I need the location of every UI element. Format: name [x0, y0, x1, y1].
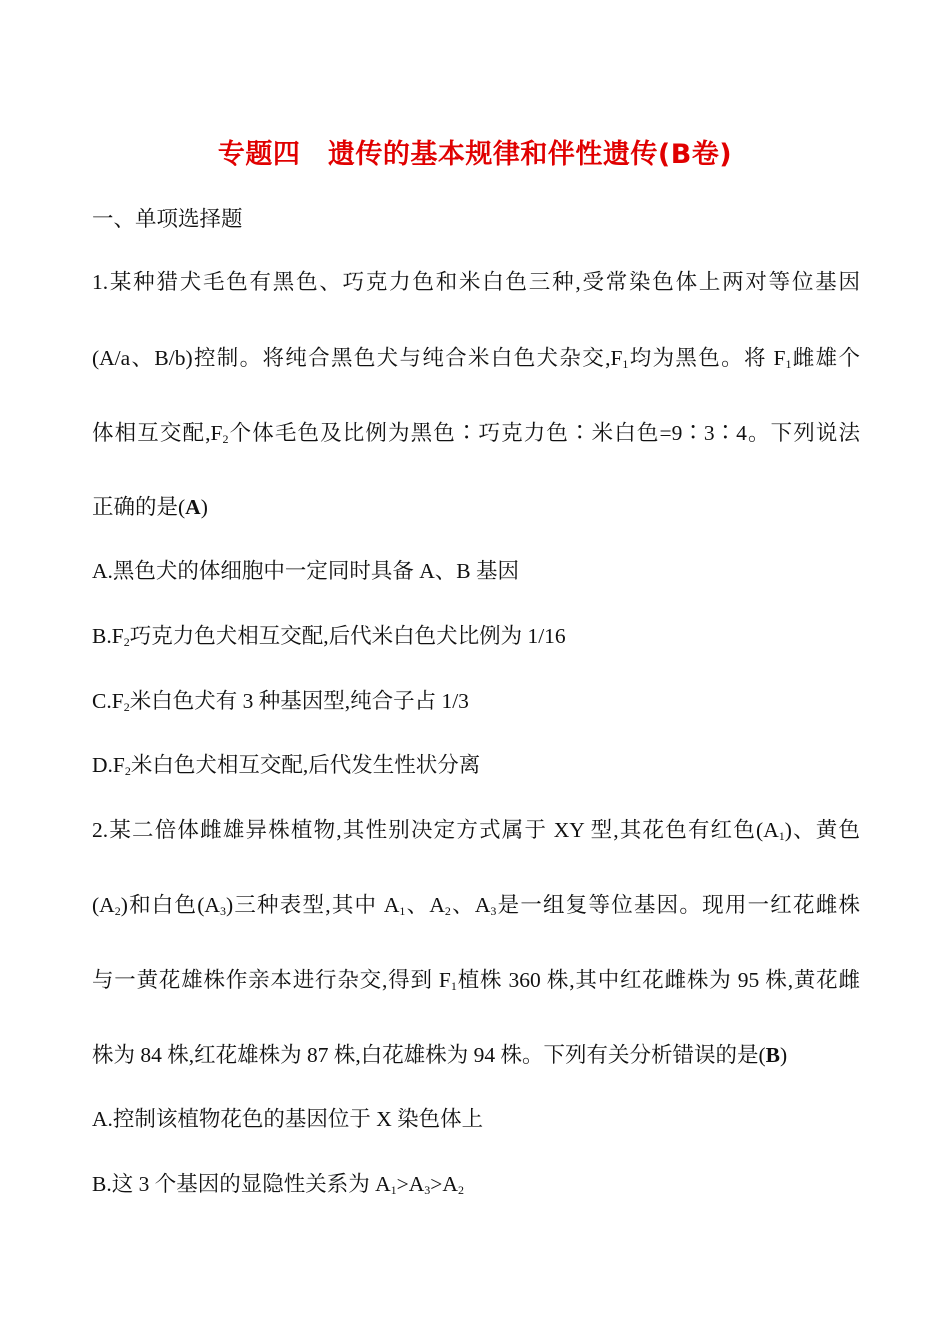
q1-answer: A — [185, 495, 201, 519]
q2-answer: B — [765, 1043, 781, 1067]
page-title: 专题四 遗传的基本规律和伴性遗传(B卷) — [217, 139, 733, 170]
section-heading: 一、单项选择题 — [92, 207, 243, 232]
q1-line-1: 1.某种猎犬毛色有黑色、巧克力色和米白色三种,受常染色体上两对等位基因 — [92, 270, 860, 294]
q1-option-b: $B.F_2$巧克力色犬相互交配,后代米白色犬比例为 1/16 — [92, 624, 566, 649]
q1-option-c: $C.F_2$米白色犬有 3 种基因型,纯合子占 1/3 — [92, 689, 469, 714]
q1-line-4: 正确的是(A) — [92, 495, 208, 519]
q2-line-2: $(A_2)$和白色$(A_3)$三种表型,其中 $A_1$、$A_2$、$A_3$是一组复等位基因。现用一红花雌株 — [92, 893, 860, 918]
q2-line-3: 与一黄花雄株作亲本进行杂交,得到 $F_1$植株 360 株,其中红花雌株为 95 株,黄花雌 — [92, 968, 860, 993]
q1-line-2: (A/a、B/b)控制。将纯合黑色犬与纯合米白色犬杂交$,F_1$均为黑色。将 $F_1$雌雄个 — [92, 346, 860, 371]
q1-option-d: $D.F_2$米白色犬相互交配,后代发生性状分离 — [92, 753, 481, 778]
q2-line-1: 2.某二倍体雌雄异株植物,其性别决定方式属于 XY 型,其花色有红色$(A_1)$、黄色 — [92, 818, 860, 843]
q2-option-b: B.这 3 个基因的显隐性关系为 $A_1>A_3>A_2$ — [92, 1172, 464, 1197]
q2-option-a: A.控制该植物花色的基因位于 X 染色体上 — [92, 1107, 484, 1131]
q1-option-a: A.黑色犬的体细胞中一定同时具备 A、B 基因 — [92, 559, 520, 583]
q1-line-3: 体相互交配$,F_2$个体毛色及比例为黑色∶巧克力色∶米白色=9∶3∶4。下列说法 — [92, 421, 860, 446]
q2-line-4: 株为 84 株,红花雄株为 87 株,白花雄株为 94 株。下列有关分析错误的是(B) — [92, 1043, 788, 1067]
